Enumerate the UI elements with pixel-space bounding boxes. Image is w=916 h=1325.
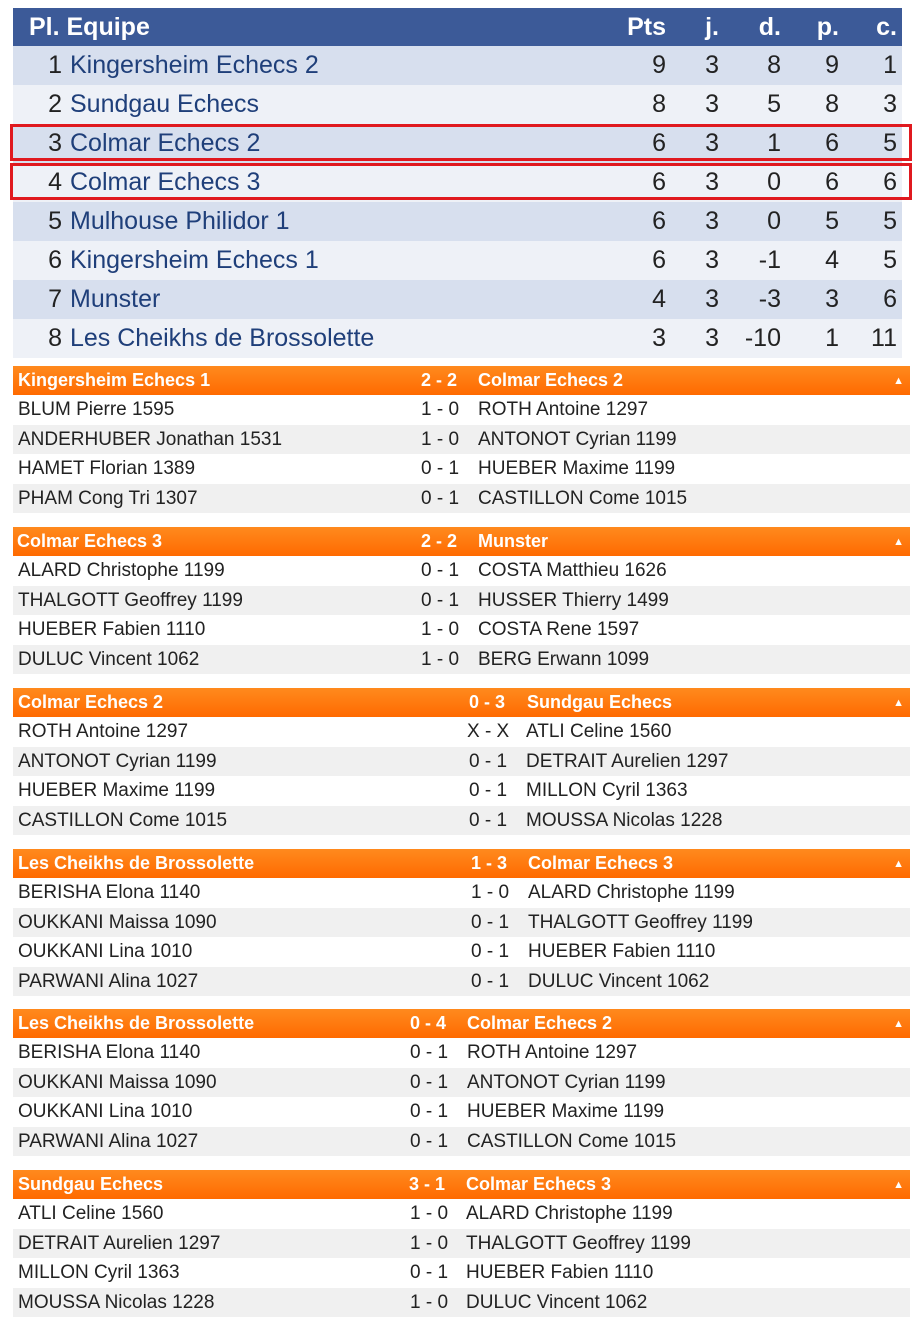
header-d: d.	[758, 13, 781, 41]
game-result: 1 - 0	[421, 399, 460, 420]
game-result: 0 - 1	[421, 589, 460, 611]
game-result: 0 - 1	[469, 780, 508, 801]
points: 4	[652, 285, 666, 313]
away-team: Colmar Echecs 2	[467, 1013, 613, 1033]
home-player: HUEBER Maxime 1199	[18, 780, 216, 801]
match-header[interactable]	[13, 366, 910, 395]
points: 8	[652, 90, 666, 118]
game-result: 0 - 1	[410, 1130, 449, 1152]
game-result: 1 - 0	[421, 428, 460, 450]
game-result: 1 - 0	[421, 619, 460, 640]
played: 3	[705, 129, 719, 157]
game-row	[13, 615, 910, 645]
rank: 3	[48, 129, 62, 157]
header-p: p.	[816, 13, 839, 41]
home-player: ANTONOT Cyrian 1199	[18, 750, 217, 772]
match-block	[13, 527, 910, 674]
game-row	[13, 1068, 910, 1098]
away-player: ROTH Antoine 1297	[478, 399, 649, 420]
difference: 8	[767, 51, 781, 79]
match-score: 3 - 1	[409, 1174, 446, 1194]
played: 3	[705, 324, 719, 352]
game-result: 1 - 0	[410, 1232, 449, 1254]
away-team: Colmar Echecs 3	[466, 1174, 612, 1194]
away-player: ATLI Celine 1560	[526, 721, 672, 742]
scored: 4	[825, 246, 839, 274]
game-row	[13, 908, 910, 938]
away-player: HUEBER Fabien 1110	[528, 941, 716, 962]
triangle-up-icon[interactable]: ▲	[893, 375, 904, 387]
game-row	[13, 586, 910, 616]
triangle-up-icon[interactable]: ▲	[893, 1179, 904, 1191]
match-score: 2 - 2	[421, 531, 458, 551]
home-player: OUKKANI Maissa 1090	[18, 911, 217, 933]
played: 3	[705, 285, 719, 313]
home-team: Les Cheikhs de Brossolette	[18, 1013, 255, 1033]
points: 6	[652, 129, 666, 157]
team-link[interactable]: Sundgau Echecs	[70, 90, 260, 118]
away-player: HUEBER Fabien 1110	[466, 1262, 654, 1283]
scored: 9	[825, 51, 839, 79]
game-result: X - X	[467, 721, 510, 742]
game-result: 0 - 1	[421, 458, 460, 479]
match-block	[13, 849, 910, 996]
away-player: COSTA Matthieu 1626	[478, 560, 667, 581]
home-player: HUEBER Fabien 1110	[18, 619, 206, 640]
game-result: 0 - 1	[471, 911, 510, 933]
team-link[interactable]: Mulhouse Philidor 1	[70, 207, 290, 235]
away-player: ROTH Antoine 1297	[467, 1042, 638, 1063]
match-header[interactable]	[13, 688, 910, 717]
difference: -10	[744, 324, 781, 352]
game-row	[13, 1097, 910, 1127]
difference: -1	[758, 246, 781, 274]
away-player: BERG Erwann 1099	[478, 648, 650, 670]
standings-row	[13, 124, 902, 163]
header-rank-team: Pl. Equipe	[29, 13, 150, 41]
game-result: 0 - 1	[471, 970, 510, 992]
rank: 4	[48, 168, 62, 196]
home-player: BLUM Pierre 1595	[18, 399, 175, 420]
game-row	[13, 937, 910, 967]
home-player: OUKKANI Lina 1010	[18, 941, 193, 962]
game-row	[13, 484, 910, 514]
home-player: BERISHA Elona 1140	[18, 882, 201, 903]
difference: -3	[758, 285, 781, 313]
match-block	[13, 1170, 910, 1317]
away-player: ANTONOT Cyrian 1199	[467, 1071, 666, 1093]
away-player: MILLON Cyril 1363	[526, 780, 688, 801]
home-player: THALGOTT Geoffrey 1199	[18, 589, 243, 611]
home-player: ROTH Antoine 1297	[18, 721, 189, 742]
match-block	[13, 366, 910, 513]
home-player: PHAM Cong Tri 1307	[18, 487, 198, 509]
points: 6	[652, 246, 666, 274]
game-row	[13, 717, 910, 747]
home-player: DETRAIT Aurelien 1297	[18, 1232, 221, 1254]
home-team: Les Cheikhs de Brossolette	[18, 853, 255, 873]
game-result: 0 - 1	[471, 941, 510, 962]
game-row	[13, 1229, 910, 1259]
game-result: 0 - 1	[410, 1262, 449, 1283]
difference: 1	[767, 129, 781, 157]
away-team: Munster	[478, 531, 549, 551]
difference: 5	[767, 90, 781, 118]
away-player: THALGOTT Geoffrey 1199	[528, 911, 753, 933]
standings-row	[13, 241, 902, 280]
game-result: 1 - 0	[471, 882, 510, 903]
home-player: ATLI Celine 1560	[18, 1203, 164, 1224]
away-player: DULUC Vincent 1062	[528, 970, 710, 992]
game-row	[13, 645, 910, 675]
away-player: HUSSER Thierry 1499	[478, 589, 669, 611]
game-result: 1 - 0	[421, 648, 460, 670]
game-result: 1 - 0	[410, 1203, 449, 1224]
away-player: THALGOTT Geoffrey 1199	[466, 1232, 691, 1254]
team-link[interactable]: Colmar Echecs 3	[70, 168, 261, 196]
game-row	[13, 395, 910, 425]
standings-row	[13, 319, 902, 358]
conceded: 5	[883, 129, 897, 157]
conceded: 11	[871, 324, 897, 352]
conceded: 5	[883, 246, 897, 274]
home-player: MOUSSA Nicolas 1228	[18, 1291, 215, 1313]
points: 9	[652, 51, 666, 79]
away-player: ANTONOT Cyrian 1199	[478, 428, 677, 450]
difference: 0	[767, 207, 781, 235]
game-row	[13, 967, 910, 997]
game-row	[13, 1258, 910, 1288]
away-player: MOUSSA Nicolas 1228	[526, 809, 723, 831]
home-team: Colmar Echecs 2	[18, 692, 164, 712]
scored: 5	[825, 207, 839, 235]
points: 6	[652, 168, 666, 196]
home-team: Colmar Echecs 3	[17, 531, 163, 551]
scored: 1	[825, 324, 839, 352]
game-row	[13, 556, 910, 586]
away-team: Colmar Echecs 2	[478, 370, 624, 390]
header-c: c.	[876, 13, 897, 41]
header-j: j.	[705, 13, 719, 41]
match-score: 1 - 3	[471, 853, 508, 873]
away-team: Sundgau Echecs	[527, 692, 673, 712]
conceded: 6	[883, 168, 897, 196]
game-row	[13, 1038, 910, 1068]
team-link[interactable]: Kingersheim Echecs 1	[70, 246, 319, 274]
scored: 3	[825, 285, 839, 313]
scored: 6	[825, 129, 839, 157]
rank: 2	[48, 90, 62, 118]
conceded: 1	[883, 51, 897, 79]
game-result: 0 - 1	[410, 1042, 449, 1063]
conceded: 6	[883, 285, 897, 313]
rank: 5	[48, 207, 62, 235]
game-result: 0 - 1	[421, 487, 460, 509]
standings-row	[13, 202, 902, 241]
game-row	[13, 1288, 910, 1318]
scored: 8	[825, 90, 839, 118]
game-result: 1 - 0	[410, 1291, 449, 1313]
triangle-up-icon[interactable]: ▲	[893, 536, 904, 548]
home-team: Sundgau Echecs	[18, 1174, 164, 1194]
points: 3	[652, 324, 666, 352]
away-player: HUEBER Maxime 1199	[467, 1101, 665, 1122]
conceded: 3	[883, 90, 897, 118]
away-player: DETRAIT Aurelien 1297	[526, 750, 729, 772]
away-team: Colmar Echecs 3	[528, 853, 674, 873]
played: 3	[705, 246, 719, 274]
game-result: 0 - 1	[469, 809, 508, 831]
game-row	[13, 776, 910, 806]
home-player: OUKKANI Maissa 1090	[18, 1071, 217, 1093]
away-player: COSTA Rene 1597	[478, 619, 640, 640]
scored: 6	[825, 168, 839, 196]
match-header[interactable]	[13, 1009, 910, 1038]
played: 3	[705, 51, 719, 79]
played: 3	[705, 207, 719, 235]
away-player: ALARD Christophe 1199	[466, 1203, 673, 1224]
standings-row	[13, 85, 902, 124]
game-row	[13, 1127, 910, 1157]
rank: 6	[48, 246, 62, 274]
game-result: 0 - 1	[469, 750, 508, 772]
team-link[interactable]: Les Cheikhs de Brossolette	[70, 324, 375, 352]
match-header[interactable]	[13, 1170, 910, 1199]
triangle-up-icon[interactable]: ▲	[893, 697, 904, 709]
header-pts: Pts	[627, 13, 666, 41]
game-row	[13, 425, 910, 455]
rank: 8	[48, 324, 62, 352]
away-player: HUEBER Maxime 1199	[478, 458, 676, 479]
home-player: MILLON Cyril 1363	[18, 1262, 180, 1283]
game-row	[13, 878, 910, 908]
played: 3	[705, 168, 719, 196]
standings-row	[13, 46, 902, 85]
home-player: OUKKANI Lina 1010	[18, 1101, 193, 1122]
game-row	[13, 747, 910, 777]
played: 3	[705, 90, 719, 118]
game-result: 0 - 1	[410, 1071, 449, 1093]
home-player: ALARD Christophe 1199	[18, 560, 225, 581]
match-block	[13, 1009, 910, 1156]
game-row	[13, 454, 910, 484]
match-score: 0 - 3	[469, 692, 506, 712]
match-score: 2 - 2	[421, 370, 458, 390]
standings-header	[13, 8, 902, 46]
standings-row	[13, 280, 902, 319]
home-player: PARWANI Alina 1027	[18, 970, 199, 992]
match-header[interactable]	[13, 849, 910, 878]
home-team: Kingersheim Echecs 1	[18, 370, 211, 390]
team-link[interactable]: Munster	[70, 285, 161, 313]
difference: 0	[767, 168, 781, 196]
home-player: BERISHA Elona 1140	[18, 1042, 201, 1063]
home-player: DULUC Vincent 1062	[18, 648, 200, 670]
home-player: PARWANI Alina 1027	[18, 1130, 199, 1152]
away-player: ALARD Christophe 1199	[528, 882, 735, 903]
team-link[interactable]: Kingersheim Echecs 2	[70, 51, 319, 79]
home-player: CASTILLON Come 1015	[18, 809, 228, 831]
match-header[interactable]	[13, 527, 910, 556]
rank: 7	[48, 285, 62, 313]
triangle-up-icon[interactable]: ▲	[893, 1018, 904, 1030]
triangle-up-icon[interactable]: ▲	[893, 858, 904, 870]
match-score: 0 - 4	[410, 1013, 447, 1033]
game-result: 0 - 1	[410, 1101, 449, 1122]
points: 6	[652, 207, 666, 235]
away-player: CASTILLON Come 1015	[478, 487, 688, 509]
game-row	[13, 806, 910, 836]
standings-row	[13, 163, 902, 202]
standings-table	[13, 8, 902, 358]
team-link[interactable]: Colmar Echecs 2	[70, 129, 261, 157]
home-player: ANDERHUBER Jonathan 1531	[18, 428, 283, 450]
away-player: DULUC Vincent 1062	[466, 1291, 648, 1313]
conceded: 5	[883, 207, 897, 235]
away-player: CASTILLON Come 1015	[467, 1130, 677, 1152]
game-result: 0 - 1	[421, 560, 460, 581]
rank: 1	[48, 51, 62, 79]
game-row	[13, 1199, 910, 1229]
match-block	[13, 688, 910, 835]
home-player: HAMET Florian 1389	[18, 458, 196, 479]
